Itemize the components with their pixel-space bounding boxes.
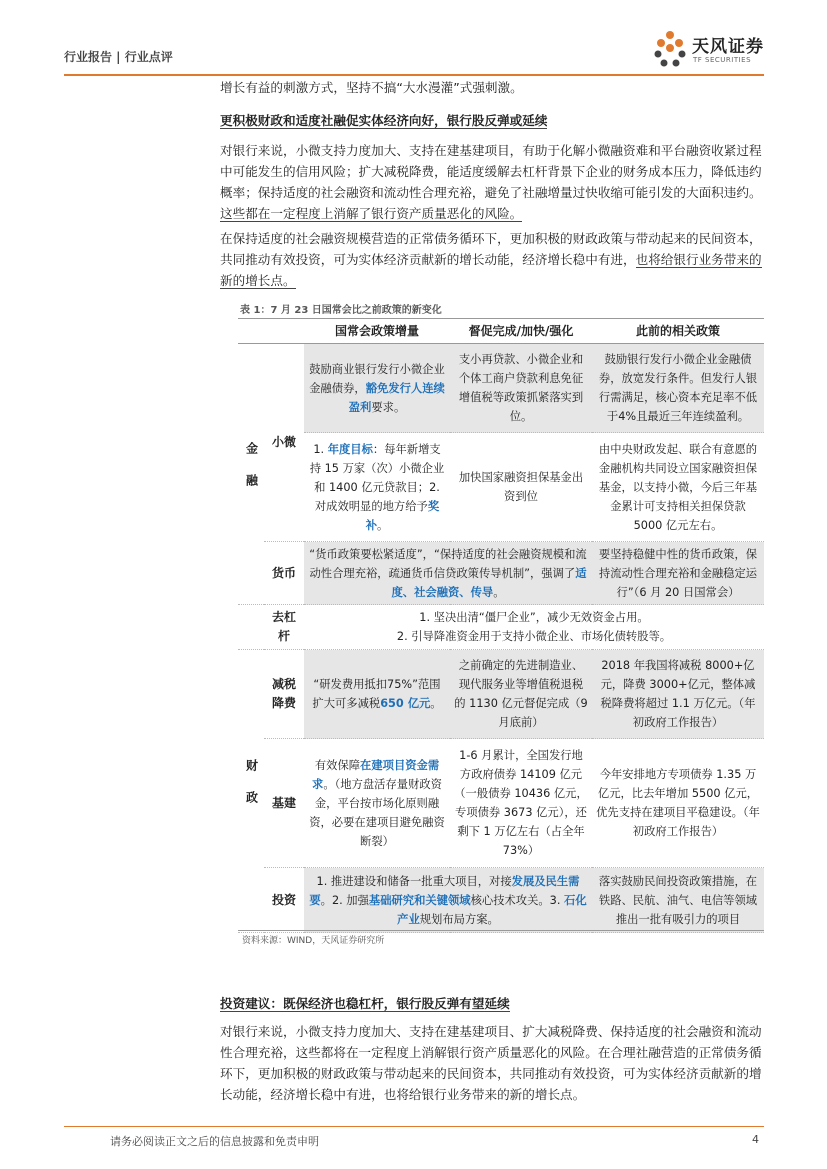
table-cell: 支小再贷款、小微企业和个体工商户贷款利息免征增值税等政策抓紧落实到位。 — [450, 344, 592, 433]
logo-text-cn: 天风证券 — [692, 37, 764, 57]
page-number: 4 — [752, 1133, 759, 1146]
table-row — [238, 739, 764, 868]
table-row — [238, 868, 764, 933]
header-rule — [64, 74, 764, 76]
paragraph-2: 在保持适度的社会融资规模营造的正常债务循环下，更加积极的财政政策与带动起来的民间资本，共同推动有效投资，可为实体经济贡献新的增长动能，经济增长稳中有进，也将给银行业务带来的新的增长点。 — [220, 231, 762, 288]
table-row — [238, 344, 764, 433]
table-cell: 鼓励商业银行发行小微企业金融债券，豁免发行人连续盈利要求。 — [304, 344, 450, 433]
paragraph-3: 对银行来说，小微支持力度加大、支持在建基建项目、扩大减税降费、保持适度的社会融资和流动性合理充裕，这些都将在一定程度上消解银行资产质量恶化的风险。在合理社融营造的正常债务循环下，更加积极的财政政策与带动起来的民间资本，共同推动有效投资，可为实体经济贡献新的增长动能，经济增长稳中有进，也将给银行业务带来的新的增长点。 — [220, 1024, 762, 1102]
subcategory-investment: 投资 — [264, 868, 304, 933]
table-cell: 1. 坚决出清“僵尸企业”，减少无效资金占用。 2. 引导降准资金用于支持小微企业、市场化债转股等。 — [304, 605, 764, 650]
policy-table — [238, 319, 764, 933]
table-cell: 由中央财政发起、联合有意愿的金融机构共同设立国家融资担保基金，以支持小微，今后三年基金累计可支持相关担保贷款5000 亿元左右。 — [592, 433, 764, 542]
tf-securities-logo-icon — [652, 30, 688, 70]
table-row — [238, 650, 764, 739]
table-source: 资料来源：WIND，天风证券研究所 — [242, 936, 385, 946]
table-cell: 有效保障在建项目资金需求。（地方盘活存量财政资金，平台按市场化原则融资，必要在建项目避免融资断裂） — [304, 739, 450, 868]
table-header-cell: 此前的相关政策 — [592, 319, 764, 344]
paragraph-intro: 增长有益的刺激方式，坚持不搞“大水漫灌”式强刺激。 — [220, 80, 523, 95]
subcategory-monetary: 货币 — [264, 542, 304, 605]
table-header-cell: 督促完成/加快/强化 — [450, 319, 592, 344]
table-cell: “研发费用抵扣75%”范围扩大可多减税650 亿元。 — [304, 650, 450, 739]
table-cell: 落实鼓励民间投资政策措施，在铁路、民航、油气、电信等领域推出一批有吸引力的项目 — [592, 868, 764, 933]
table-cell: 2018 年我国将减税 8000+亿元，降费 3000+亿元，整体减税降费将超过 1.1 万亿元。（年初政府工作报告） — [592, 650, 764, 739]
subheading-2: 投资建议：既保经济也稳杠杆，银行股反弹有望延续 — [220, 996, 510, 1011]
subheading-1: 更积极财政和适度社融促实体经济向好，银行股反弹或延续 — [220, 113, 548, 128]
footer-disclaimer: 请务必阅读正文之后的信息披露和免责申明 — [110, 1135, 319, 1148]
subcategory-taxcut: 减税降费 — [264, 650, 304, 739]
logo-text-en: TF SECURITIES — [693, 56, 752, 64]
table-cell: 今年安排地方专项债券 1.35 万亿元，比去年增加 5500 亿元，优先支持在建项目平稳建设。（年初政府工作报告） — [592, 739, 764, 868]
table-cell: 1-6 月累计，全国发行地方政府债券 14109 亿元（一般债券 10436 亿元，专项债券 3673 亿元），还剩下 1 万亿左右（占全年 73%） — [450, 739, 592, 868]
paragraph-1: 对银行来说，小微支持力度加大、支持在建基建项目，有助于化解小微融资难和平台融资收紧过程中可能发生的信用风险；扩大减税降费，能适度缓解去杠杆背景下企业的财务成本压力，降低违约概率；保持适度的社会融资和流动性合理充裕，避免了社融增量过快收缩可能引发的大面积违约。这些都在一定程度上消解了银行资产质量恶化的风险。 — [220, 143, 762, 221]
table-header-cell: 国常会政策增量 — [304, 319, 450, 344]
table-row — [238, 433, 764, 542]
subcategory-infrastructure: 基建 — [264, 739, 304, 868]
company-logo — [652, 28, 772, 72]
table-cell: 鼓励银行发行小微企业金融债券，放宽发行条件。但发行人银行需满足，核心资本充足率不低于4%且最近三年连续盈利。 — [592, 344, 764, 433]
table-cell: 加快国家融资担保基金出资到位 — [450, 433, 592, 542]
category-finance: 金融 — [238, 344, 264, 605]
table-cell: 1. 年度目标：每年新增支持 15 万家（次）小微企业和 1400 亿元贷款目；2. 对成效明显的地方给予奖补。 — [304, 433, 450, 542]
table-header-row — [238, 319, 764, 344]
category-fiscal: 财政 — [238, 650, 264, 933]
table-row — [238, 605, 764, 650]
table-cell: 1. 推进建设和储备一批重大项目，对接发展及民生需要。2. 加强基础研究和关键领域核心技术攻关。3. 石化产业规划布局方案。 — [304, 868, 592, 933]
footer-rule — [64, 1126, 764, 1127]
table-row — [238, 542, 764, 605]
table-cell: 之前确定的先进制造业、现代服务业等增值税退税的 1130 亿元督促完成（9 月底前） — [450, 650, 592, 739]
report-category: 行业报告 | 行业点评 — [64, 50, 173, 64]
table-bottom-rule — [238, 930, 764, 931]
table-cell: “货币政策要松紧适度”，“保持适度的社会融资规模和流动性合理充裕，疏通货币信贷政策传导机制”，强调了适度、社会融资、传导。 — [304, 542, 592, 605]
subcategory-deleverage: 去杠杆 — [264, 605, 304, 650]
table-title: 表 1：7 月 23 日国常会比之前政策的新变化 — [240, 305, 442, 316]
table-cell: 要坚持稳健中性的货币政策，保持流动性合理充裕和金融稳定运行”（6 月 20 日国常会） — [592, 542, 764, 605]
subcategory-smallmicro: 小微 — [264, 344, 304, 542]
